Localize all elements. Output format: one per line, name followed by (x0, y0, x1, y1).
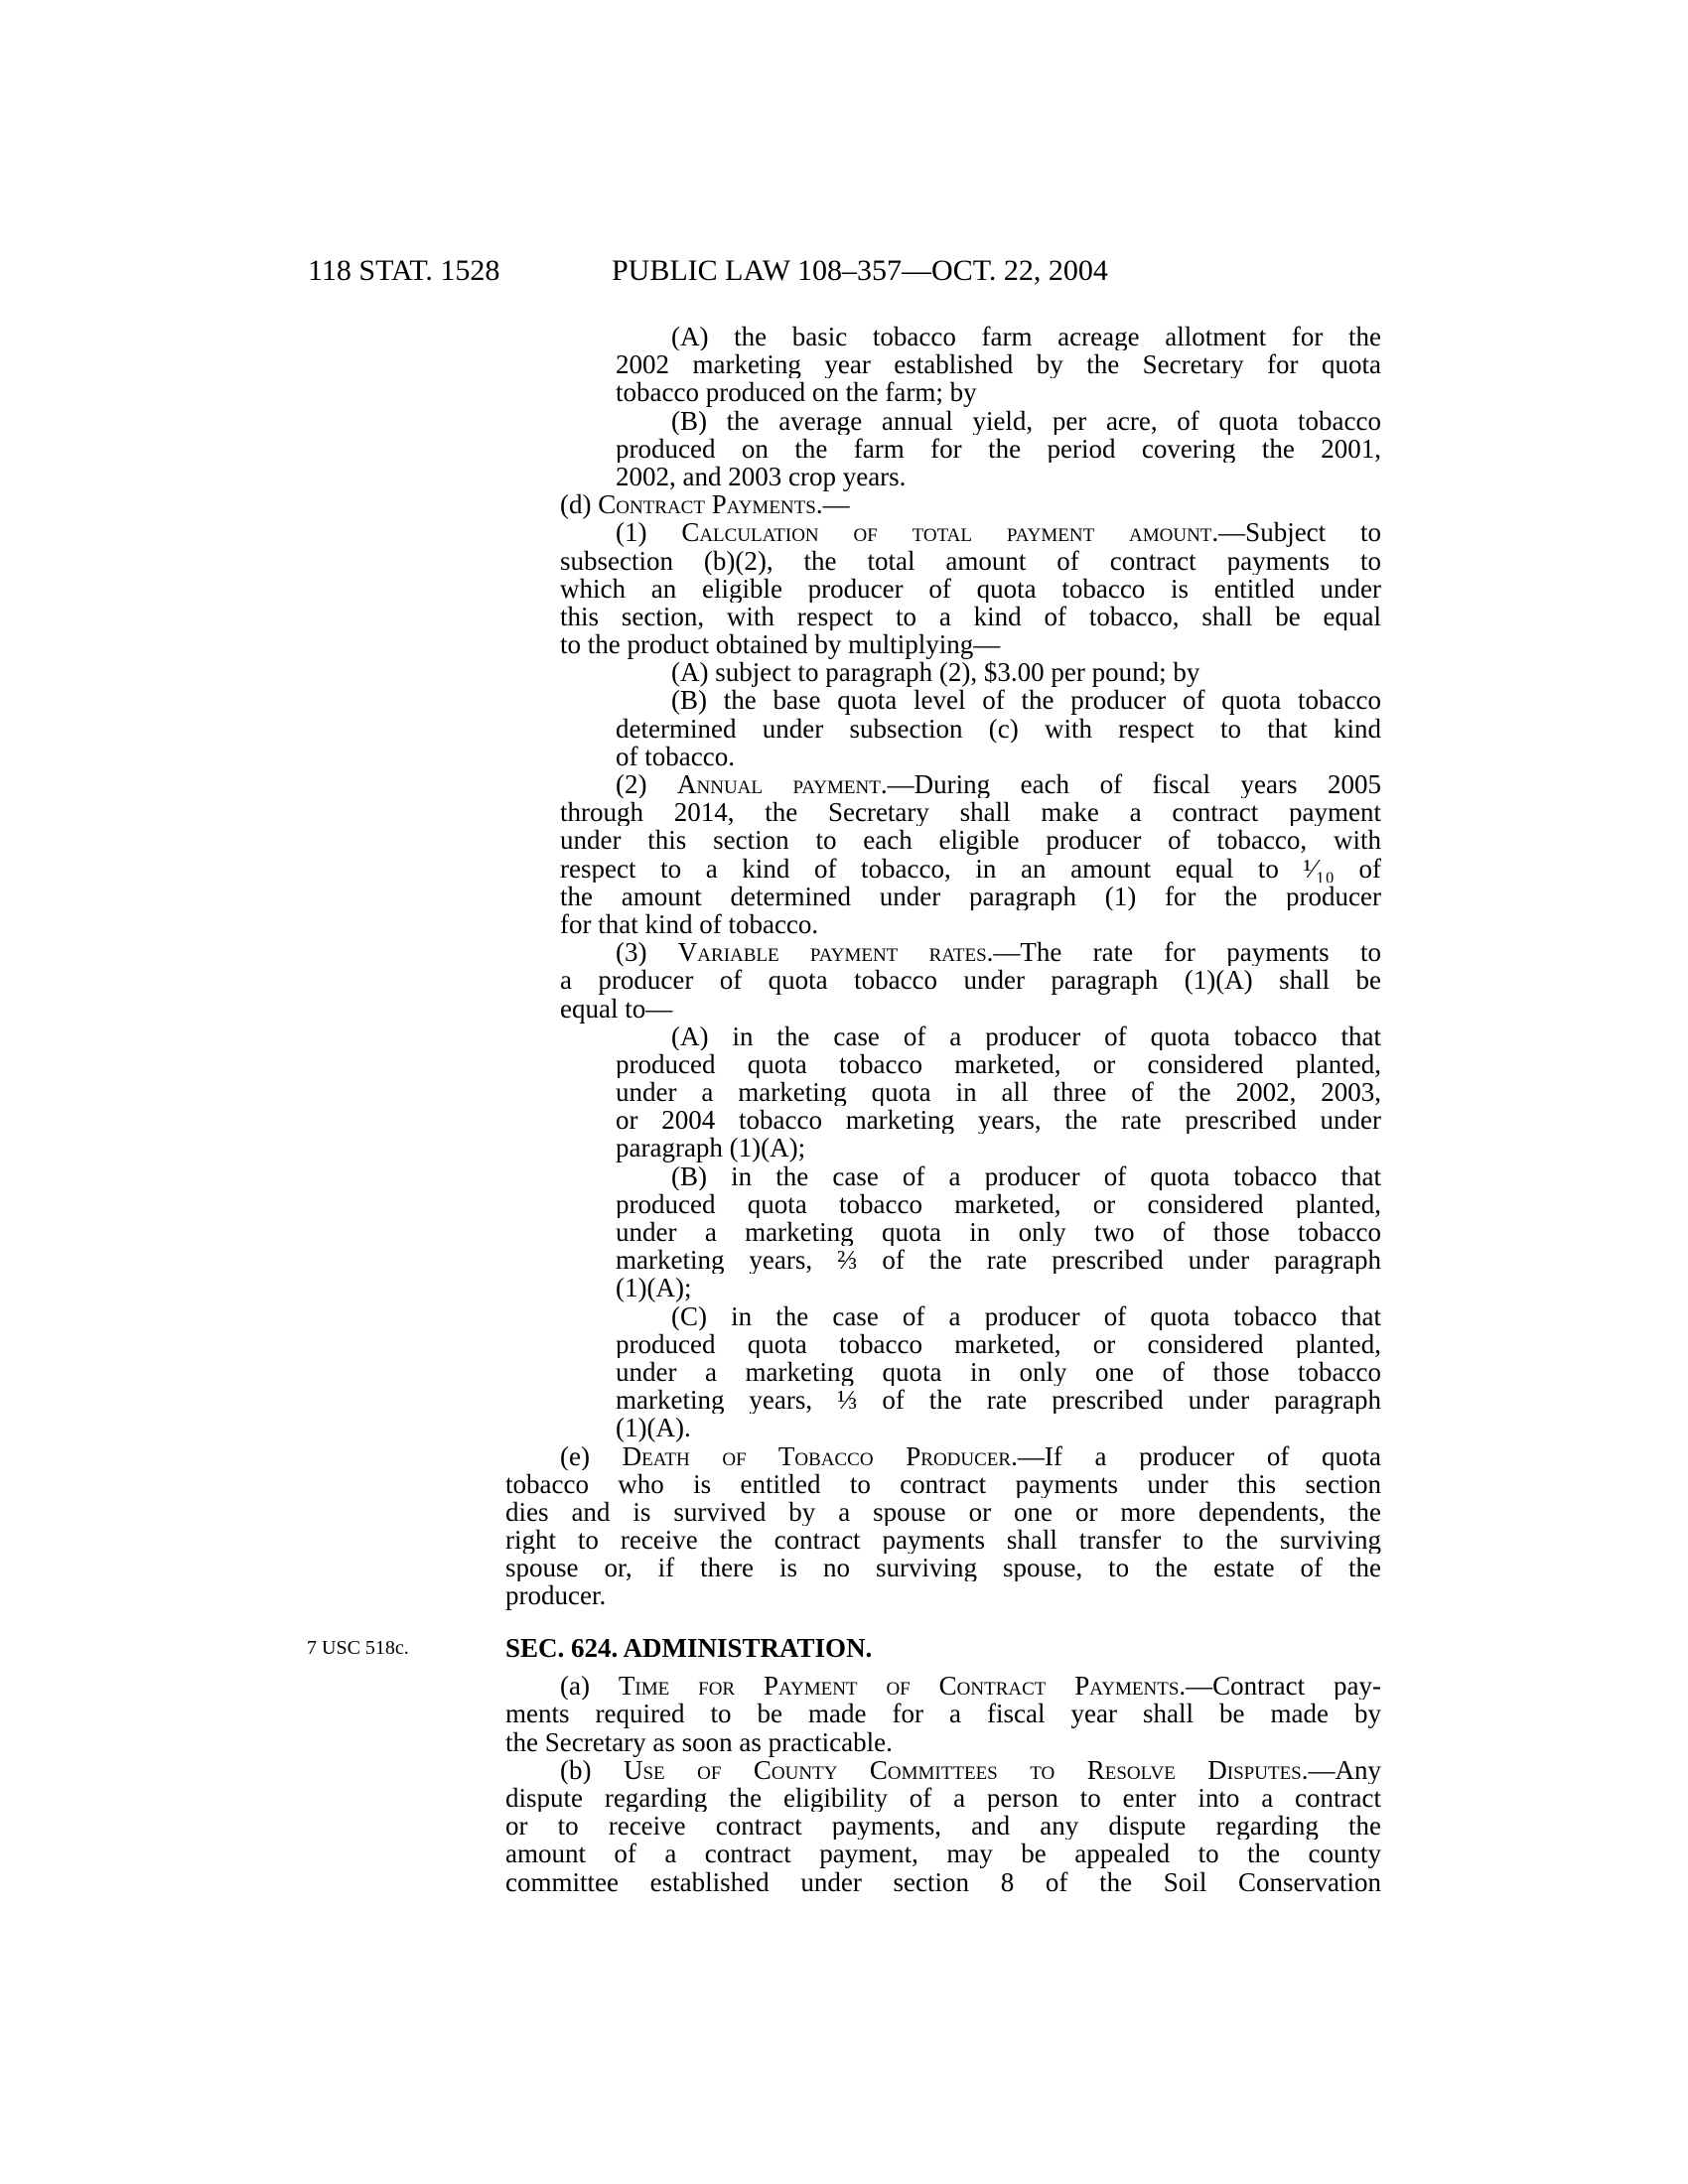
body-line: (A) the basic tobacco farm acreage allotment for the (671, 323, 1381, 351)
body-line: produced quota tobacco marketed, or considered planted, (616, 1049, 1381, 1079)
provision-designator: (d) (560, 489, 599, 520)
body-line: of tobacco. (616, 741, 735, 771)
body-line: under this section to each eligible producer of tobacco, with (560, 826, 1381, 855)
body-line: this section, with respect to a kind of tobacco, shall be equal (560, 602, 1381, 631)
body-text (505, 323, 1381, 1610)
body-line: (C) in the case of a producer of quota tobacco that (671, 1301, 1381, 1330)
section-line: dispute regarding the eligibility of a person to enter into a contract (505, 1783, 1381, 1813)
body-heading-line (505, 1442, 1381, 1470)
provision-designator: (2) (616, 770, 677, 799)
body-line: to the product obtained by multiplying— (560, 629, 1001, 660)
body-line: tobacco who is entitled to contract payments under this section (505, 1469, 1381, 1498)
provision-text: —Any (1308, 1755, 1381, 1784)
body-line: producer. (505, 1580, 607, 1611)
body-line: for that kind of tobacco. (560, 908, 819, 939)
section-heading: SEC. 624. ADMINISTRATION. (505, 1633, 873, 1663)
provision-text: —Subject to (1218, 518, 1381, 547)
section-line: committee established under section 8 of the Soil Conservation (505, 1867, 1381, 1896)
body-line: (A) subject to paragraph (2), $3.00 per pound; by (671, 657, 1200, 688)
body-line: or 2004 tobacco marketing years, the rate prescribed under (616, 1106, 1381, 1135)
section-line: amount of a contract payment, may be appealed to the county (505, 1840, 1381, 1868)
section-624 (505, 1634, 1381, 1896)
margin-note-usc-citation: 7 USC 518c. (307, 1637, 409, 1659)
body-line: produced quota tobacco marketed, or considered planted, (616, 1189, 1381, 1218)
body-line: (B) in the case of a producer of quota tobacco that (671, 1161, 1381, 1190)
provision-designator: (a) (560, 1672, 619, 1701)
section-heading-line (505, 1756, 1381, 1784)
body-line: produced quota tobacco marketed, or considered planted, (616, 1329, 1381, 1358)
body-line: respect to a kind of tobacco, in an amount equal to ¹⁄₁₀ of (560, 854, 1381, 883)
section-line: the Secretary as soon as practicable. (505, 1726, 893, 1757)
body-heading-line (505, 518, 1381, 546)
section-line: or to receive contract payments, and any dispute regarding the (505, 1812, 1381, 1841)
body-line: dies and is survived by a spouse or one or more dependents, the (505, 1497, 1381, 1527)
provision-text: — (822, 489, 850, 520)
provision-designator: (b) (560, 1755, 624, 1784)
running-head-law-title: PUBLIC LAW 108–357—OCT. 22, 2004 (612, 254, 1108, 287)
provision-heading: Death of Tobacco Producer. (622, 1441, 1018, 1470)
body-line: subsection (b)(2), the total amount of contract payments to (560, 546, 1381, 575)
provision-heading: Use of County Committees to Resolve Disputes. (623, 1755, 1309, 1784)
provision-text: —The rate for payments to (993, 938, 1381, 967)
body-line: which an eligible producer of quota tobacco is entitled under (560, 574, 1381, 603)
provision-heading: Time for Payment of Contract Payments. (618, 1672, 1187, 1701)
body-line: through 2014, the Secretary shall make a contract payment (560, 798, 1381, 827)
body-heading-line (505, 770, 1381, 798)
provision-heading: Annual payment. (677, 770, 888, 799)
body-line: (A) in the case of a producer of quota tobacco that (671, 1022, 1381, 1050)
body-line: 2002, and 2003 crop years. (616, 461, 907, 491)
provision-designator: (3) (616, 938, 678, 967)
body-heading-line (505, 490, 1381, 518)
body-heading-line (505, 938, 1381, 966)
provision-text: —During each of fiscal years 2005 (887, 770, 1381, 799)
body-line: produced on the farm for the period covering the 2001, (616, 434, 1381, 463)
body-line: marketing years, ⅓ of the rate prescribed under paragraph (616, 1386, 1381, 1415)
body-line: (1)(A); (616, 1273, 692, 1303)
body-line: (B) the average annual yield, per acre, of quota tobacco (671, 406, 1381, 435)
provision-heading: Contract Payments. (598, 489, 823, 520)
body-line: tobacco produced on the farm; by (616, 377, 977, 408)
body-line: (B) the base quota level of the producer of quota tobacco (671, 686, 1381, 715)
provision-heading: Variable payment rates. (677, 938, 994, 967)
stat-page-number: 118 STAT. 1528 (308, 254, 500, 287)
body-line: under a marketing quota in all three of the 2002, 2003, (616, 1078, 1381, 1107)
provision-heading: Calculation of total payment amount. (681, 518, 1219, 547)
provision-designator: (e) (560, 1441, 623, 1470)
body-line: marketing years, ⅔ of the rate prescribed under paragraph (616, 1246, 1381, 1275)
provision-text: —Contract pay- (1186, 1672, 1381, 1701)
body-line: right to receive the contract payments shall transfer to the surviving (505, 1526, 1381, 1555)
body-line: under a marketing quota in only one of those tobacco (616, 1357, 1381, 1387)
body-line: paragraph (1)(A); (616, 1133, 806, 1163)
body-line: a producer of quota tobacco under paragraph (1)(A) shall be (560, 966, 1381, 995)
section-heading-line (505, 1672, 1381, 1700)
body-line: determined under subsection (c) with respect to that kind (616, 714, 1381, 743)
section-line: ments required to be made for a fiscal year shall be made by (505, 1700, 1381, 1728)
body-line: spouse or, if there is no surviving spouse, to the estate of the (505, 1554, 1381, 1582)
body-line: under a marketing quota in only two of those tobacco (616, 1218, 1381, 1247)
body-line: equal to— (560, 993, 673, 1024)
provision-text: —If a producer of quota (1017, 1441, 1381, 1470)
provision-designator: (1) (616, 518, 682, 547)
body-line: 2002 marketing year established by the Secretary for quota (616, 350, 1381, 379)
body-line: (1)(A). (616, 1413, 691, 1443)
body-line: the amount determined under paragraph (1) for the producer (560, 882, 1381, 910)
